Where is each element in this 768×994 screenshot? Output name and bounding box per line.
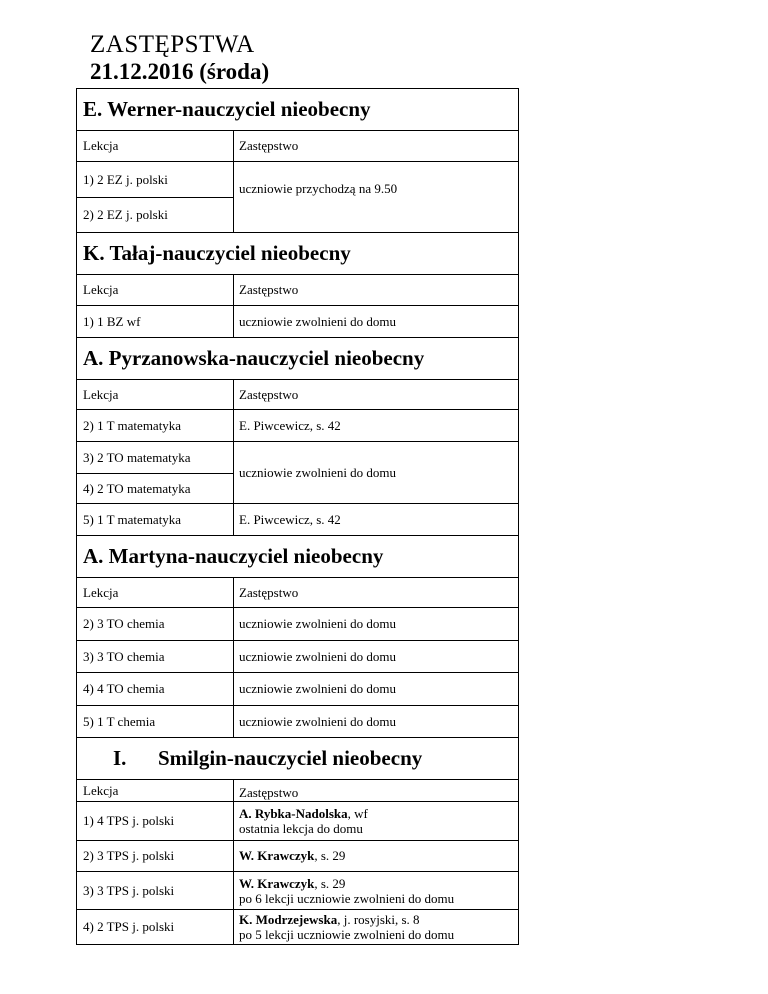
table-row [77, 410, 518, 442]
substitute-cell: uczniowie zwolnieni do domu [239, 616, 397, 631]
substitute-cell: uczniowie zwolnieni do domu [239, 648, 397, 664]
substitute-cell: uczniowie przychodzą na 9.50 [239, 181, 398, 196]
lesson-column-header: Lekcja [77, 780, 234, 801]
section-number: I. [113, 746, 127, 770]
column-header-row [77, 578, 518, 608]
lesson-cell: 4) 4 TO chemia [77, 673, 234, 705]
lesson-column-header: Lekcja [77, 380, 234, 409]
column-header-row [77, 275, 518, 306]
column-header-row [77, 780, 518, 802]
substitute-note: po 6 lekcji uczniowie zwolnieni do domu [239, 890, 455, 906]
lesson-cell: 3) 3 TO chemia [77, 641, 234, 672]
substitute-cell [234, 872, 518, 909]
substitute-cell [234, 910, 518, 944]
teacher-name: W. Krawczyk [239, 848, 315, 863]
substitute-column-header: Zastępstwo [239, 584, 299, 600]
substitute-detail: , wf [347, 806, 368, 821]
lesson-cell: 2) 2 EZ j. polski [77, 197, 233, 232]
lesson-cell: 2) 3 TO chemia [77, 608, 234, 640]
table-row [77, 306, 518, 338]
lesson-cell: 4) 2 TO matematyka [77, 473, 233, 503]
table-row [77, 872, 518, 910]
lesson-cell: 2) 1 T matematyka [77, 410, 234, 441]
lesson-cell: 5) 1 T matematyka [77, 504, 234, 535]
page-title: ZASTĘPSTWA [90, 31, 255, 58]
substitute-cell [234, 802, 518, 840]
table-row [77, 162, 518, 233]
substitute-cell [234, 841, 518, 871]
lesson-column-header: Lekcja [77, 578, 234, 607]
lesson-cell: 2) 3 TPS j. polski [77, 841, 234, 871]
table-row [77, 641, 518, 673]
substitute-column-header: Zastępstwo [239, 785, 299, 800]
section-heading: K. Tałaj-nauczyciel nieobecny [77, 233, 518, 275]
lesson-cell: 1) 4 TPS j. polski [77, 802, 234, 840]
table-row [77, 802, 518, 841]
substitute-cell: E. Piwcewicz, s. 42 [239, 511, 341, 527]
lesson-cell: 3) 2 TO matematyka [83, 449, 191, 465]
column-header-row [77, 131, 518, 162]
section-heading: E. Werner-nauczyciel nieobecny [77, 89, 518, 131]
lesson-column-header: Lekcja [77, 131, 234, 161]
teacher-name: W. Krawczyk [239, 875, 315, 891]
substitute-cell: uczniowie zwolnieni do domu [239, 313, 397, 329]
table-row [77, 608, 518, 641]
substitute-cell: uczniowie zwolnieni do domu [239, 713, 397, 729]
lesson-cell: 4) 2 TPS j. polski [77, 910, 234, 944]
section-heading-text: Smilgin-nauczyciel nieobecny [158, 746, 423, 770]
substitute-note: po 5 lekcji uczniowie zwolnieni do domu [239, 927, 455, 942]
table-row [77, 504, 518, 536]
lesson-cell: 1) 1 BZ wf [77, 306, 234, 337]
substitute-column-header: Zastępstwo [239, 386, 299, 402]
page-date: 21.12.2016 (środa) [90, 59, 270, 84]
column-header-row [77, 380, 518, 410]
teacher-name: K. Modrzejewska [239, 912, 338, 927]
substitute-column-header: Zastępstwo [239, 282, 299, 297]
substitute-cell: uczniowie zwolnieni do domu [239, 681, 397, 696]
substitution-table [76, 88, 519, 945]
section-heading [77, 738, 518, 780]
lesson-column-header: Lekcja [77, 275, 234, 305]
section-heading: A. Pyrzanowska-nauczyciel nieobecny [77, 338, 518, 380]
lesson-cell: 1) 2 EZ j. polski [83, 171, 168, 187]
substitute-column-header: Zastępstwo [239, 138, 299, 153]
document [76, 32, 519, 945]
table-row [77, 910, 518, 945]
table-row [77, 841, 518, 872]
substitute-note: ostatnia lekcja do domu [239, 821, 363, 836]
substitute-detail: , s. 29 [314, 848, 346, 863]
lesson-cell: 5) 1 T chemia [77, 706, 234, 737]
table-row [77, 673, 518, 706]
lesson-cell: 3) 3 TPS j. polski [77, 872, 234, 909]
table-row [77, 706, 518, 738]
section-heading: A. Martyna-nauczyciel nieobecny [77, 536, 518, 578]
substitute-cell: E. Piwcewicz, s. 42 [239, 417, 341, 433]
substitute-detail: , j. rosyjski, s. 8 [337, 912, 420, 927]
table-row [77, 442, 518, 504]
teacher-name: A. Rybka-Nadolska [239, 806, 348, 821]
substitute-cell: uczniowie zwolnieni do domu [239, 464, 397, 480]
substitute-detail: , s. 29 [314, 875, 346, 891]
